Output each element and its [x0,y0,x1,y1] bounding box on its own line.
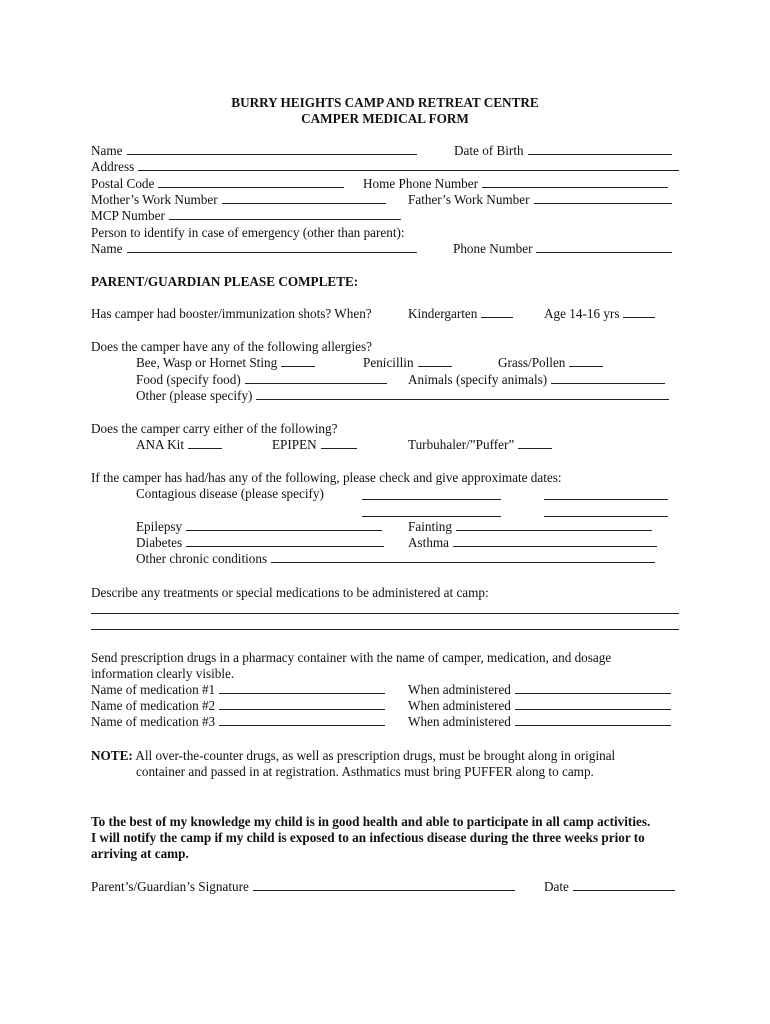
other-allergy-field[interactable] [256,388,669,400]
chronic-label: Other chronic conditions [136,551,655,567]
bee-field[interactable] [281,355,315,367]
grass-label: Grass/Pollen [498,355,603,371]
form-org-title: BURRY HEIGHTS CAMP AND RETREAT CENTRE [231,95,539,110]
ana-field[interactable] [188,437,222,449]
when2-label: When administered [408,698,671,714]
contagious-date-2[interactable] [544,516,668,517]
declaration-line-3: arriving at camp. [91,846,189,861]
emergency-name-label: Name [91,241,417,257]
food-label: Food (specify food) [136,372,387,388]
mother-work-field[interactable] [222,192,386,204]
name-field[interactable] [127,143,417,155]
dob-label: Date of Birth [454,143,672,159]
grass-field[interactable] [569,355,603,367]
when1-field[interactable] [515,682,671,694]
father-work-field[interactable] [534,192,672,204]
asthma-label: Asthma [408,535,657,551]
home-phone-field[interactable] [482,176,668,188]
age-label: Age 14-16 yrs [544,306,655,322]
age-field[interactable] [623,306,655,318]
dob-field[interactable] [528,143,672,155]
declaration-line-2: I will notify the camp if my child is exposed to an infectious disease during the three weeks prior to [91,830,645,845]
name-label: Name [91,143,417,159]
signature-field[interactable] [253,879,515,891]
contagious-label: Contagious disease (please specify) [136,486,324,501]
med2-label: Name of medication #2 [91,698,385,714]
asthma-field[interactable] [453,535,657,547]
kindergarten-label: Kindergarten [408,306,513,322]
signature-date-field[interactable] [573,879,675,891]
contagious-field-2[interactable] [362,516,501,517]
treatments-line-1[interactable] [91,613,679,614]
emergency-phone-label: Phone Number [453,241,672,257]
when3-field[interactable] [515,714,671,726]
treatments-prompt: Describe any treatments or special medications to be administered at camp: [91,585,489,600]
mcp-field[interactable] [169,208,401,220]
emergency-prompt: Person to identify in case of emergency (other than parent): [91,225,405,240]
note-line-1: NOTE: All over-the-counter drugs, as well as prescription drugs, must be brought along in original [91,748,616,763]
note-line-2: container and passed in at registration. Asthmatics must bring PUFFER along to camp. [136,764,594,779]
parent-heading: PARENT/GUARDIAN PLEASE COMPLETE: [91,274,359,289]
form-title: CAMPER MEDICAL FORM [301,111,469,126]
conditions-prompt: If the camper has had/has any of the following, please check and give approximate dates: [91,470,562,485]
home-phone-label: Home Phone Number [363,176,668,192]
epilepsy-field[interactable] [186,519,382,531]
address-label: Address [91,159,679,175]
epilepsy-label: Epilepsy [136,519,382,535]
ana-label: ANA Kit [136,437,222,453]
epipen-field[interactable] [321,437,357,449]
when2-field[interactable] [515,698,671,710]
emergency-phone-field[interactable] [536,241,672,253]
postal-field[interactable] [158,176,344,188]
contagious-date-1[interactable] [544,499,668,500]
carry-question: Does the camper carry either of the following? [91,421,338,436]
contagious-field-1[interactable] [362,499,501,500]
declaration-line-1: To the best of my knowledge my child is in good health and able to participate in all camp activities. [91,814,651,829]
puffer-label: Turbuhaler/”Puffer” [408,437,552,453]
shots-question: Has camper had booster/immunization shots? When? [91,306,372,321]
animals-field[interactable] [551,372,665,384]
animals-label: Animals (specify animals) [408,372,665,388]
prescription-line-2: information clearly visible. [91,666,235,681]
allergies-question: Does the camper have any of the following allergies? [91,339,372,354]
diabetes-field[interactable] [186,535,384,547]
bee-label: Bee, Wasp or Hornet Sting [136,355,315,371]
mother-work-label: Mother’s Work Number [91,192,386,208]
med3-label: Name of medication #3 [91,714,385,730]
prescription-line-1: Send prescription drugs in a pharmacy container with the name of camper, medication, and dosage [91,650,612,665]
med2-field[interactable] [219,698,385,710]
postal-label: Postal Code [91,176,344,192]
fainting-field[interactable] [456,519,652,531]
address-field[interactable] [138,159,679,171]
treatments-line-2[interactable] [91,629,679,630]
chronic-field[interactable] [271,551,655,563]
epipen-label: EPIPEN [272,437,357,453]
note-label: NOTE: [91,748,133,763]
when3-label: When administered [408,714,671,730]
signature-label: Parent’s/Guardian’s Signature [91,879,515,895]
penicillin-field[interactable] [418,355,452,367]
med3-field[interactable] [219,714,385,726]
food-field[interactable] [245,372,387,384]
puffer-field[interactable] [518,437,552,449]
when1-label: When administered [408,682,671,698]
penicillin-label: Penicillin [363,355,452,371]
other-allergy-label: Other (please specify) [136,388,669,404]
kindergarten-field[interactable] [481,306,513,318]
signature-date-label: Date [544,879,675,895]
emergency-name-field[interactable] [127,241,417,253]
mcp-label: MCP Number [91,208,401,224]
diabetes-label: Diabetes [136,535,384,551]
father-work-label: Father’s Work Number [408,192,672,208]
fainting-label: Fainting [408,519,652,535]
med1-field[interactable] [219,682,385,694]
med1-label: Name of medication #1 [91,682,385,698]
